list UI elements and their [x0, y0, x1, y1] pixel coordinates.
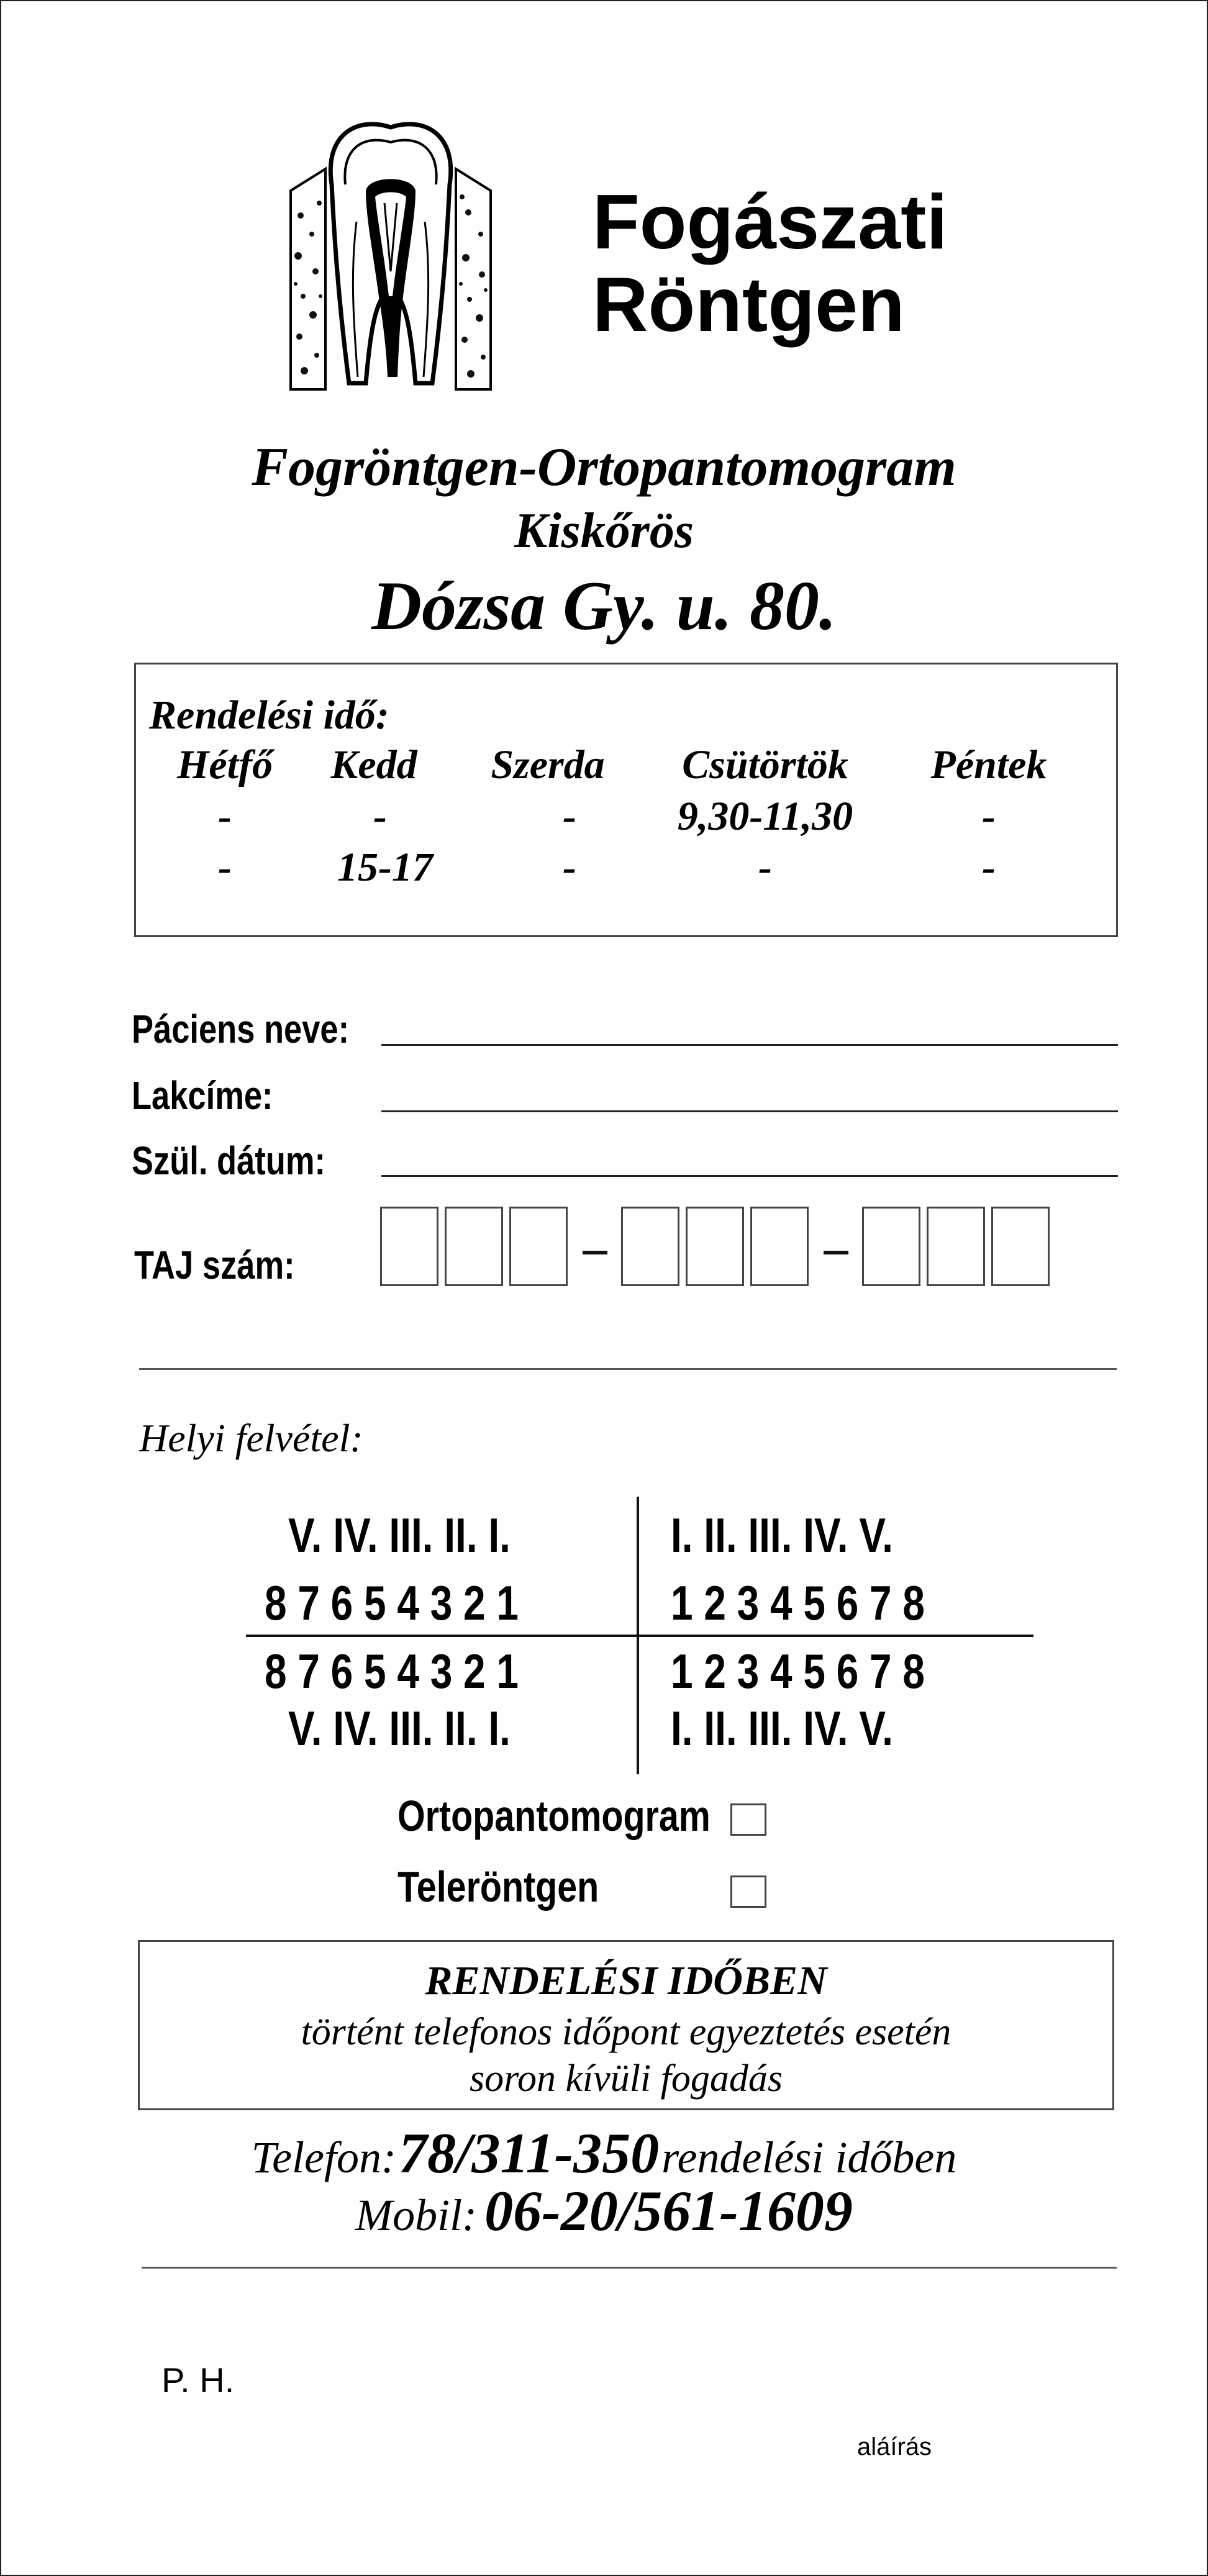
day-friday: Péntek — [930, 742, 1047, 787]
hours-cell: - — [218, 845, 232, 890]
orthopantomogram-checkbox[interactable] — [730, 1803, 766, 1836]
mobile-number: 06-20/561-1609 — [484, 2179, 853, 2243]
taj-digit-box[interactable] — [621, 1207, 679, 1286]
opening-hours-title: Rendelési idő: — [149, 692, 389, 738]
hours-cell: - — [758, 845, 772, 890]
birth-date-field[interactable] — [381, 1175, 1118, 1177]
patient-address-label: Lakcíme: — [132, 1073, 273, 1118]
hours-cell: 15-17 — [337, 845, 433, 890]
orthopantomogram-label: Ortopantomogram — [397, 1792, 711, 1840]
footer-divider — [142, 2267, 1117, 2269]
taj-separator — [583, 1251, 607, 1254]
hours-cell: - — [563, 845, 576, 890]
stamp-placeholder: P. H. — [161, 2361, 235, 2400]
upper-left-numbers: 8 7 6 5 4 3 2 1 — [265, 1576, 519, 1630]
upper-right-roman: I. II. III. IV. V. — [671, 1508, 893, 1562]
mobile-line — [1, 2178, 1207, 2244]
dental-chart-horizontal-axis — [246, 1635, 1033, 1637]
taj-separator — [824, 1251, 848, 1254]
taj-digit-box[interactable] — [509, 1207, 568, 1286]
notice-line: történt telefonos időpont egyeztetés esetén — [301, 2011, 951, 2053]
day-thursday: Csütörtök — [682, 742, 848, 787]
clinic-city: Kiskőrös — [514, 504, 694, 558]
taj-digit-box[interactable] — [991, 1207, 1050, 1286]
day-wednesday: Szerda — [491, 742, 605, 787]
hours-cell: - — [563, 794, 576, 839]
upper-right-numbers: 1 2 3 4 5 6 7 8 — [671, 1576, 925, 1630]
clinic-subtitle: Fogröntgen-Ortopantomogram — [252, 437, 956, 497]
patient-address-field[interactable] — [381, 1110, 1118, 1112]
teleroentgen-checkbox[interactable] — [730, 1875, 766, 1908]
phone-number: 78/311-350 — [399, 2121, 660, 2185]
taj-number-label: TAJ szám: — [134, 1243, 295, 1287]
hours-cell: - — [982, 845, 996, 890]
lower-right-numbers: 1 2 3 4 5 6 7 8 — [671, 1644, 925, 1698]
teleroentgen-label: Teleröntgen — [397, 1862, 599, 1911]
taj-digit-box[interactable] — [750, 1207, 809, 1286]
taj-digit-box[interactable] — [862, 1207, 920, 1286]
lower-left-roman: V. IV. III. II. I. — [288, 1701, 511, 1756]
signature-label: aláírás — [857, 2433, 932, 2460]
taj-digit-box[interactable] — [927, 1207, 985, 1286]
section-divider — [139, 1368, 1117, 1370]
upper-left-roman: V. IV. III. II. I. — [288, 1508, 511, 1562]
phone-line — [1, 2120, 1207, 2186]
logo-title-line1: Fogászati — [593, 179, 948, 265]
patient-name-field[interactable] — [381, 1044, 1118, 1046]
lower-right-roman: I. II. III. IV. V. — [671, 1701, 893, 1756]
taj-digit-box[interactable] — [445, 1207, 503, 1286]
notice-line: soron kívüli fogadás — [469, 2057, 783, 2100]
taj-digit-box[interactable] — [686, 1207, 744, 1286]
logo-title-line2: Röntgen — [593, 261, 905, 348]
clinic-address: Dózsa Gy. u. 80. — [371, 568, 837, 645]
birth-date-label: Szül. dátum: — [132, 1138, 325, 1183]
phone-label: Telefon: — [251, 2133, 396, 2182]
day-tuesday: Kedd — [330, 742, 417, 787]
day-monday: Hétfő — [177, 742, 273, 787]
patient-name-label: Páciens neve: — [132, 1007, 350, 1051]
hours-cell: 9,30-11,30 — [677, 794, 853, 839]
tooth-logo-icon — [288, 110, 493, 391]
notice-heading: RENDELÉSI IDŐBEN — [425, 1958, 827, 2003]
hours-cell: - — [373, 794, 387, 839]
taj-digit-box[interactable] — [380, 1207, 438, 1286]
hours-cell: - — [982, 794, 996, 839]
phone-note: rendelési időben — [661, 2133, 957, 2182]
mobile-label: Mobil: — [355, 2190, 478, 2240]
lower-left-numbers: 8 7 6 5 4 3 2 1 — [265, 1644, 519, 1698]
hours-cell: - — [218, 794, 232, 839]
logo-title — [593, 181, 948, 346]
local-xray-heading: Helyi felvétel: — [139, 1416, 363, 1460]
